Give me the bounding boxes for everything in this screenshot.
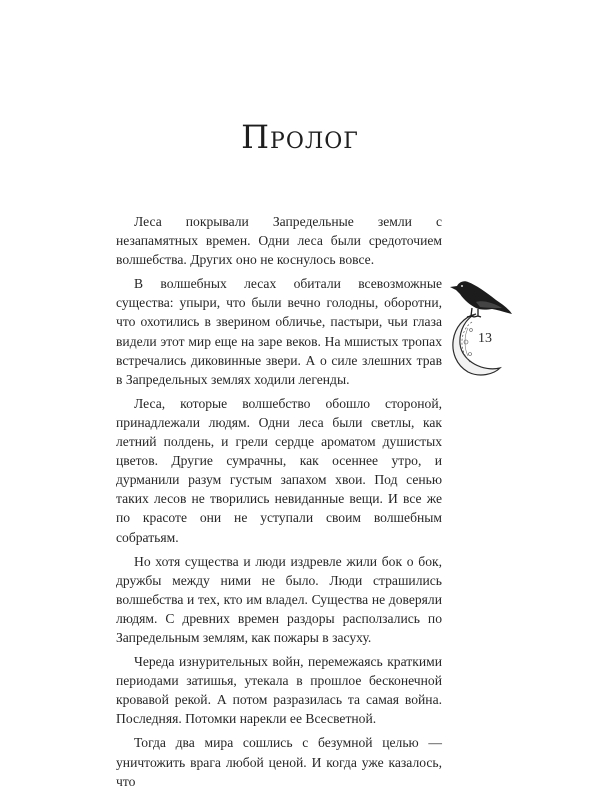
chapter-title: Пролог (241, 118, 359, 156)
paragraph: Леса, которые волшебство обошло стороной, принадлежали людям. Одни леса были светлы, как летний полдень, и грели сердце ароматом душистых цветов. Другие сумрачны, как осеннее утро, и дурманили разум густым запахом хвои. Под сенью таких лесов не творились невиданные вещи. И все же по красоте они не уступали своим волшебным собратьям. (116, 395, 442, 545)
paragraph: В волшебных лесах обитали всевозможные существа: упыри, что были вечно голодны, оборотни, что охотились в зверином обличье, пастыри, чьи глаза видели этот мир еще на заре веков. На мшистых тропах встречались диковинные звери. А о силе злешних трав в Запредельных землях ходили легенды. (116, 276, 442, 387)
crescent-moon-icon (453, 314, 500, 375)
paragraph: Леса покрывали Запредельные земли с незапамятных времен. Одни леса были средоточием волшебства. Других оно не коснулось вовсе. (116, 214, 442, 268)
raven-icon (450, 281, 512, 317)
paragraph: Но хотя существа и люди издревле жили бок о бок, дружбы между ними не было. Люди страшились волшебства и тех, кто им владел. Существа не доверяли людям. С древних времен раздоры расползались по Запредельным землям, как пожары в засуху. (116, 553, 442, 645)
paragraph: Череда изнурительных войн, перемежаясь краткими периодами затишья, утекала в прошлое бесконечной кровавой рекой. А потом разразилась та самая война. Последняя. Потомки нарекли ее Всесветной. (116, 654, 442, 727)
page-number: 13 (478, 331, 492, 346)
paragraph: Тогда два мира сошлись с безумной целью — уничтожить врага любой ценой. И когда уже казалось, что (116, 735, 442, 789)
raven-moon-ornament (446, 270, 516, 376)
body-text (116, 212, 442, 791)
